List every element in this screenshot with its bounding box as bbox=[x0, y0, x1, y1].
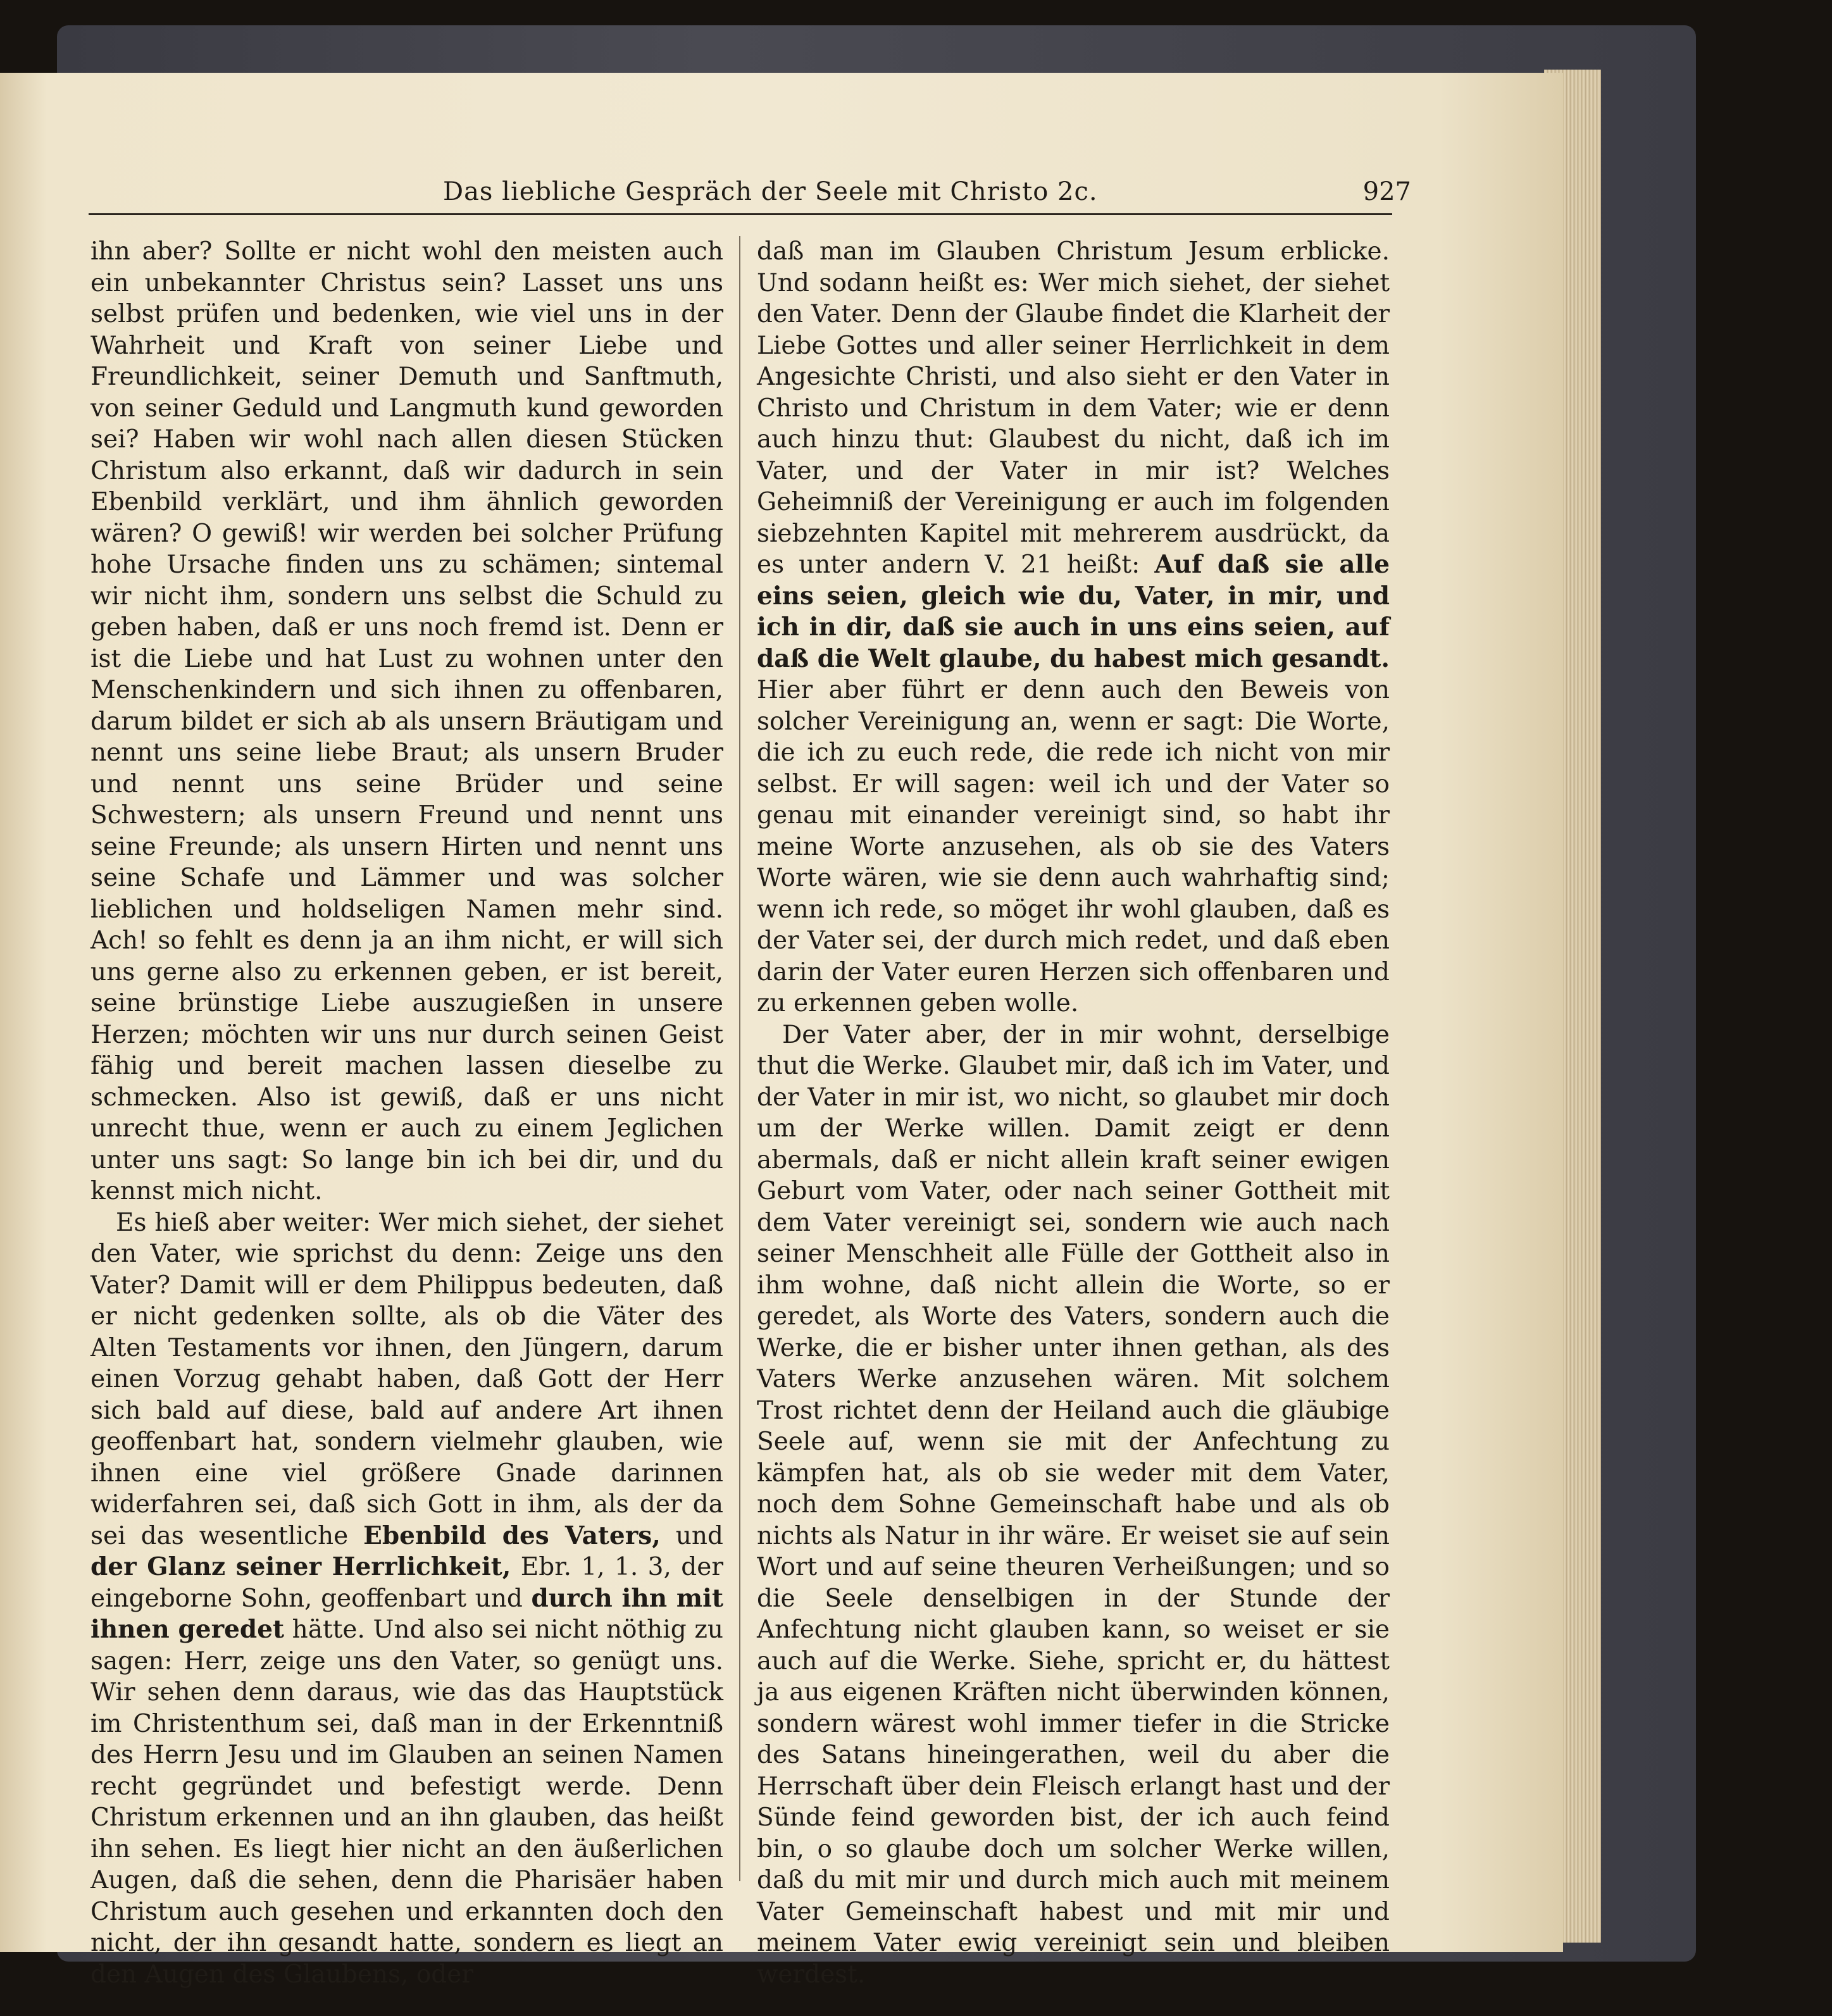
bold-run: der Glanz seiner Herrlichkeit, bbox=[90, 1552, 511, 1581]
header-rule bbox=[89, 213, 1392, 215]
bold-run: Auf daß sie alle eins seien, gleich wie du, Vater, in mir, und ich in dir, daß sie auch in uns eins seien, auf daß die Welt glaube, du habest mich gesandt. bbox=[757, 550, 1390, 673]
text-run: Ebr. 1, 1. 3, der eingeborne Sohn, geoffenbart und bbox=[90, 1553, 723, 1613]
right-paragraph-2: Der Vater aber, der in mir wohnt, derselbige thut die Werke. Glaubet mir, daß ich im Vater, und der Vater in mir ist, wo nicht, so glaubet mir doch um der Werke willen. Damit zeigt er denn abermals, daß er nicht allein kraft seiner ewigen Geburt vom Vater, oder nach seiner Gottheit mit dem Vater vereinigt sei, sondern wie auch nach seiner Menschheit alle Fülle der Gottheit also in ihm wohne, daß nicht allein die Worte, so er geredet, als Worte des Vaters, sondern auch die Werke, die er bisher unter ihnen gethan, als des Vaters Werke anzusehen wären. Mit solchem Trost richtet denn der Heiland auch die gläubige Seele auf, wenn sie mit der Anfechtung zu kämpfen hat, als ob sie weder mit dem Vater, noch dem Sohne Gemeinschaft habe und als ob nichts als Natur in ihr wäre. Er weiset sie auf sein Wort und auf seine theuren Verheißungen; und so die Seele denselbigen in der Stunde der Anfechtung nicht glauben kann, so weiset er sie auch auf die Werke. Siehe, spricht er, du hättest ja aus eigenen Kräften nicht überwinden können, sondern wärest wohl immer tiefer in die Stricke des Satans hineingerathen, weil du aber die Herrschaft über dein Fleisch erlangt hast und der Sünde feind geworden bist, der ich auch feind bin, o so glaube doch um solcher Werke willen, daß du mit mir und durch mich auch mit meinem Vater Gemeinschaft habest und mit mir und meinem Vater ewig vereinigt sein und bleiben werdest. bbox=[757, 1020, 1390, 1989]
column-divider bbox=[739, 236, 740, 1881]
left-column bbox=[90, 236, 723, 1990]
text-run: daß man im Glauben Christum Jesum erblicke. Und sodann heißt es: Wer mich siehet, der siehet den Vater. Denn der Glaube findet die Klarheit der Liebe Gottes und aller seiner Herrlichkeit in dem Angesichte Christi, und also sieht er den Vater in Christo und Christum in dem Vater; wie er denn auch hinzu thut: Glaubest du nicht, daß ich im Vater, und der Vater in mir ist? Welches Geheimniß der Vereinigung er auch im folgenden siebzehnten Kapitel mit mehrerem ausdrückt, da es unter andern V. 21 heißt: bbox=[757, 237, 1390, 579]
bold-run: durch ihn mit ihnen geredet bbox=[90, 1583, 723, 1644]
left-paragraph-1: ihn aber? Sollte er nicht wohl den meisten auch ein unbekannter Christus sein? Lasset uns uns selbst prüfen und bedenken, wie viel uns in der Wahrheit und Kraft von seiner Liebe und Freundlichkeit, seiner Demuth und Sanftmuth, von seiner Geduld und Langmuth kund geworden sei? Haben wir wohl nach allen diesen Stücken Christum also erkannt, daß wir dadurch in sein Ebenbild verklärt, und ihm ähnlich geworden wären? O gewiß! wir werden bei solcher Prüfung hohe Ursache finden uns zu schämen; sintemal wir nicht ihm, sondern uns selbst die Schuld zu geben haben, daß er uns noch fremd ist. Denn er ist die Liebe und hat Lust zu wohnen unter den Menschenkindern und sich ihnen zu offenbaren, darum bildet er sich ab als unsern Bräutigam und nennt uns seine liebe Braut; als unsern Bruder und nennt uns seine Brüder und seine Schwestern; als unsern Freund und nennt uns seine Freunde; als unsern Hirten und nennt uns seine Schafe und Lämmer und was solcher lieblichen und holdseligen Namen mehr sind. Ach! so fehlt es denn ja an ihm nicht, er will sich uns gerne also zu erkennen geben, er ist bereit, seine brünstige Liebe auszugießen in unsere Herzen; möchten wir uns nur durch seinen Geist fähig und bereit machen lassen dieselbe zu schmecken. Also ist gewiß, daß er uns nicht unrecht thue, wenn er auch zu einem Jeglichen unter uns sagt: So lange bin ich bei dir, und du kennst mich nicht. bbox=[90, 237, 723, 1205]
text-run: Es hieß aber weiter: Wer mich siehet, der siehet den Vater, wie sprichst du denn: Zeige uns den Vater? Damit will er dem Philippus bedeuten, daß er nicht gedenken sollte, als ob die Väter des Alten Testaments vor ihnen, den Jüngern, darum einen Vorzug gehabt haben, daß Gott der Herr sich bald auf diese, bald auf andere Art ihnen geoffenbart hat, sondern vielmehr glauben, wie ihnen eine viel größere Gnade darinnen widerfahren sei, daß sich Gott in ihm, als der da sei das wesentliche bbox=[90, 1208, 723, 1550]
bold-run: Ebenbild des Vaters, bbox=[363, 1521, 661, 1550]
left-paragraph-2 bbox=[90, 1207, 723, 1991]
book-page bbox=[0, 73, 1563, 1989]
text-run: Hier aber führt er denn auch den Beweis von solcher Vereinigung an, wenn er sagt: Die Worte, die ich zu euch rede, die rede ich nicht von mir selbst. Er will sagen: weil ich und der Vater so genau mit einander vereinigt sind, so habt ihr meine Worte anzusehen, als ob sie des Vaters Worte wären, wie sie denn auch wahrhaftig sind; wenn ich rede, so möget ihr wohl glauben, daß es der Vater sei, der durch mich redet, und daß eben darin der Vater euren Herzen sich offenbaren und zu erkennen geben wolle. bbox=[757, 676, 1390, 1017]
text-run: hätte. Und also sei nicht nöthig zu sagen: Herr, zeige uns den Vater, so genügt uns. Wir sehen denn daraus, wie das das Hauptstück im Christenthum sei, daß man in der Erkenntniß des Herrn Jesu und im Glauben an seinen Namen recht gegründet und befestigt werde. Denn Christum erkennen und an ihn glauben, das heißt ihn sehen. Es liegt hier nicht an den äußerlichen Augen, daß die sehen, denn die Pharisäer haben Christum auch gesehen und erkannten doch den nicht, der ihn gesandt hatte, sondern es liegt an den Augen des Glaubens, oder bbox=[90, 1615, 723, 1989]
page-number: 927 bbox=[1362, 177, 1411, 206]
right-column bbox=[757, 236, 1390, 1990]
running-title: Das liebliche Gespräch der Seele mit Christo 2c. bbox=[443, 177, 1098, 206]
right-paragraph-1 bbox=[757, 236, 1390, 1019]
text-run: und bbox=[675, 1521, 723, 1550]
